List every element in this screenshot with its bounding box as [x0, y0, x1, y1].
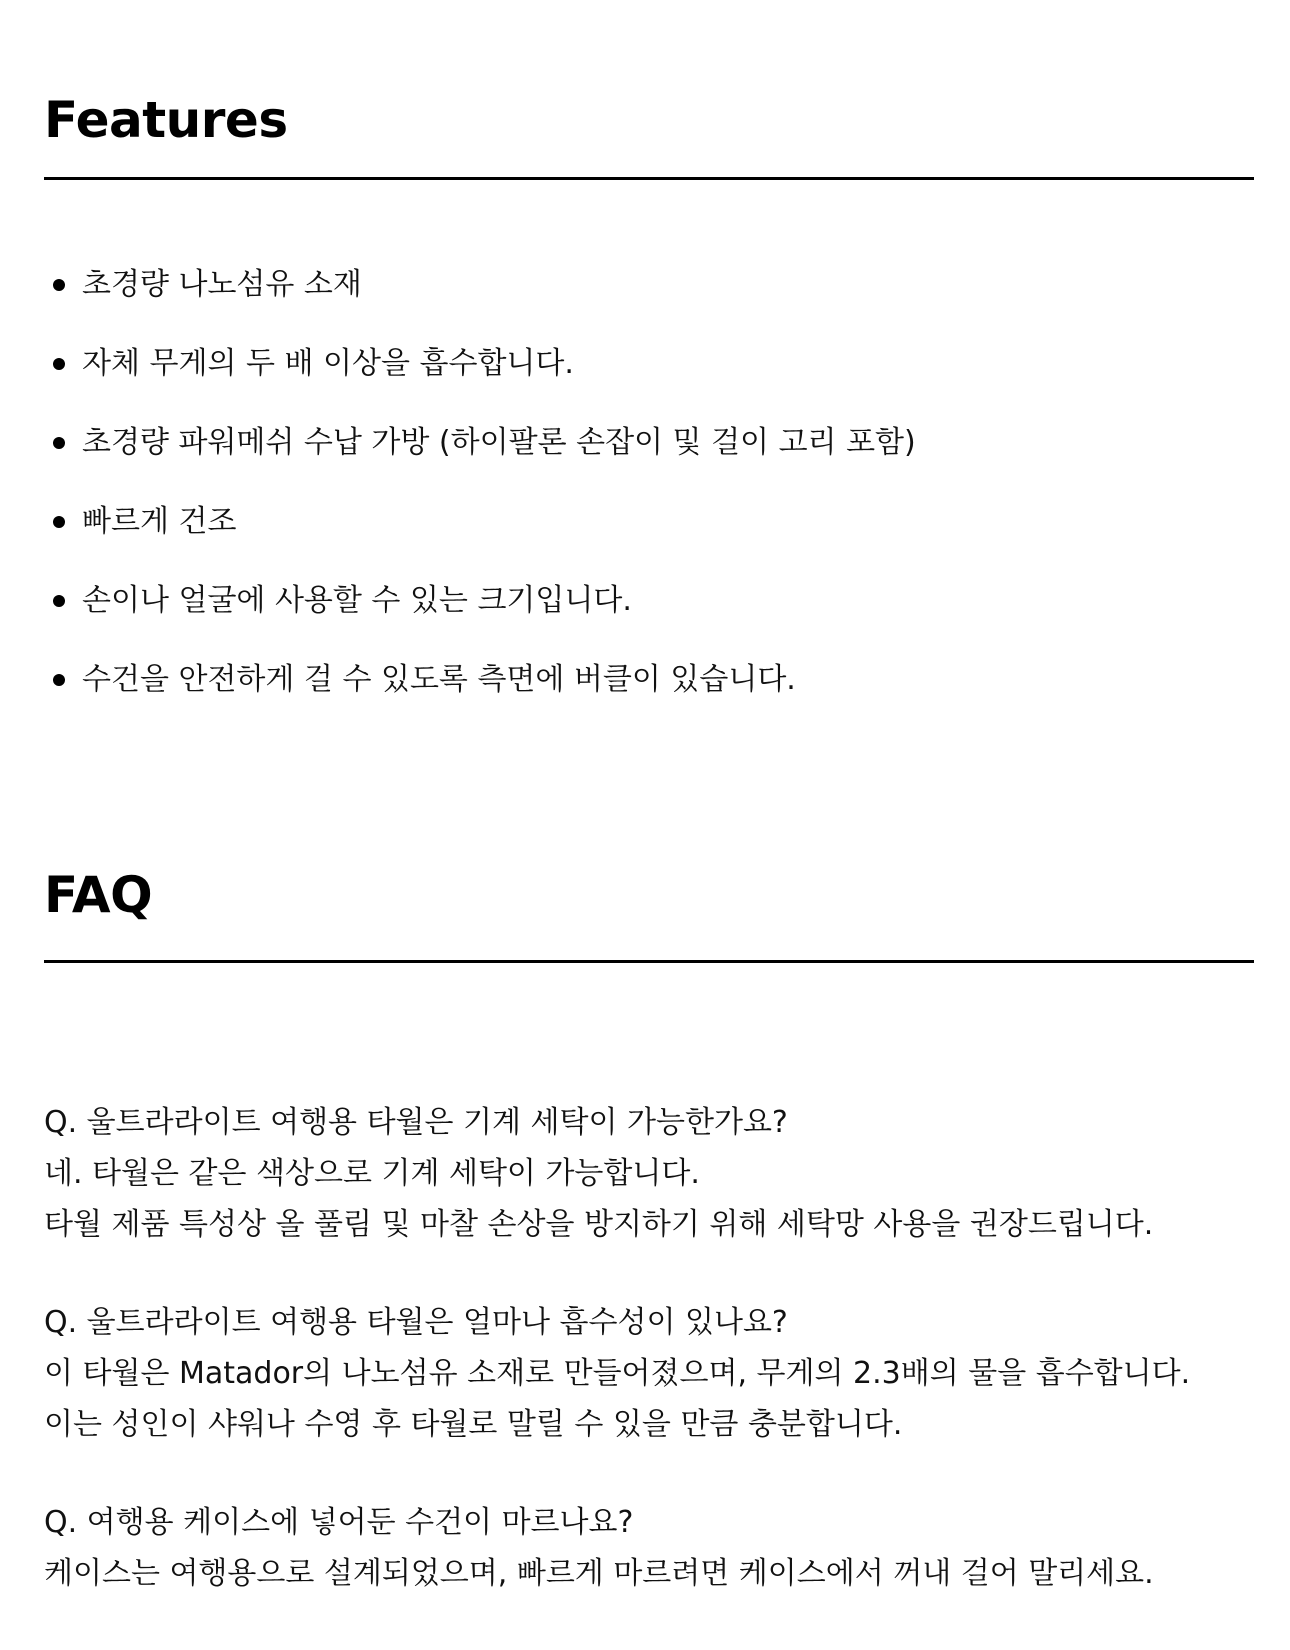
faq-divider: [44, 960, 1254, 963]
faq-item: [44, 1097, 1190, 1250]
faq-question: Q. 울트라라이트 여행용 타월은 기계 세탁이 가능한가요?: [44, 1105, 788, 1140]
feature-text: 손이나 얼굴에 사용할 수 있는 크기입니다.: [82, 583, 632, 618]
feature-text: 자체 무게의 두 배 이상을 흡수합니다.: [82, 346, 574, 381]
feature-text: 초경량 나노섬유 소재: [82, 267, 362, 302]
faq-answer-line: 네. 타월은 같은 색상으로 기계 세탁이 가능합니다.: [44, 1156, 700, 1191]
faq-list: [44, 1097, 1190, 1646]
bullet-icon: [53, 358, 65, 370]
faq-item: [44, 1497, 1190, 1599]
faq-question: Q. 여행용 케이스에 넣어둔 수건이 마르나요?: [44, 1505, 634, 1540]
faq-answer-line: 이 타월은 Matador의 나노섬유 소재로 만들어졌으며, 무게의 2.3배의 물을 흡수합니다.: [44, 1356, 1191, 1391]
feature-item: [44, 581, 916, 660]
bullet-icon: [53, 674, 65, 686]
faq-answer-line: 케이스는 여행용으로 설계되었으며, 빠르게 마르려면 케이스에서 꺼내 걸어 말리세요.: [44, 1556, 1154, 1591]
bullet-icon: [53, 279, 65, 291]
feature-text: 초경량 파워메쉬 수납 가방 (하이팔론 손잡이 및 걸이 고리 포함): [82, 425, 916, 460]
feature-text: 빠르게 건조: [82, 504, 237, 539]
faq-answer-line: 타월 제품 특성상 올 풀림 및 마찰 손상을 방지하기 위해 세탁망 사용을 권장드립니다.: [44, 1207, 1154, 1242]
feature-item: [44, 660, 916, 739]
features-divider: [44, 177, 1254, 180]
feature-text: 수건을 안전하게 걸 수 있도록 측면에 버클이 있습니다.: [82, 662, 796, 697]
bullet-icon: [53, 437, 65, 449]
faq-question: Q. 울트라라이트 여행용 타월은 얼마나 흡수성이 있나요?: [44, 1305, 788, 1340]
features-list: [44, 265, 916, 739]
faq-item: [44, 1297, 1190, 1450]
feature-item: [44, 423, 916, 502]
features-heading: Features: [44, 91, 288, 149]
feature-item: [44, 344, 916, 423]
bullet-icon: [53, 516, 65, 528]
feature-item: [44, 502, 916, 581]
faq-heading: FAQ: [44, 866, 153, 924]
feature-item: [44, 265, 916, 344]
bullet-icon: [53, 595, 65, 607]
faq-answer-line: 이는 성인이 샤워나 수영 후 타월로 말릴 수 있을 만큼 충분합니다.: [44, 1407, 903, 1442]
